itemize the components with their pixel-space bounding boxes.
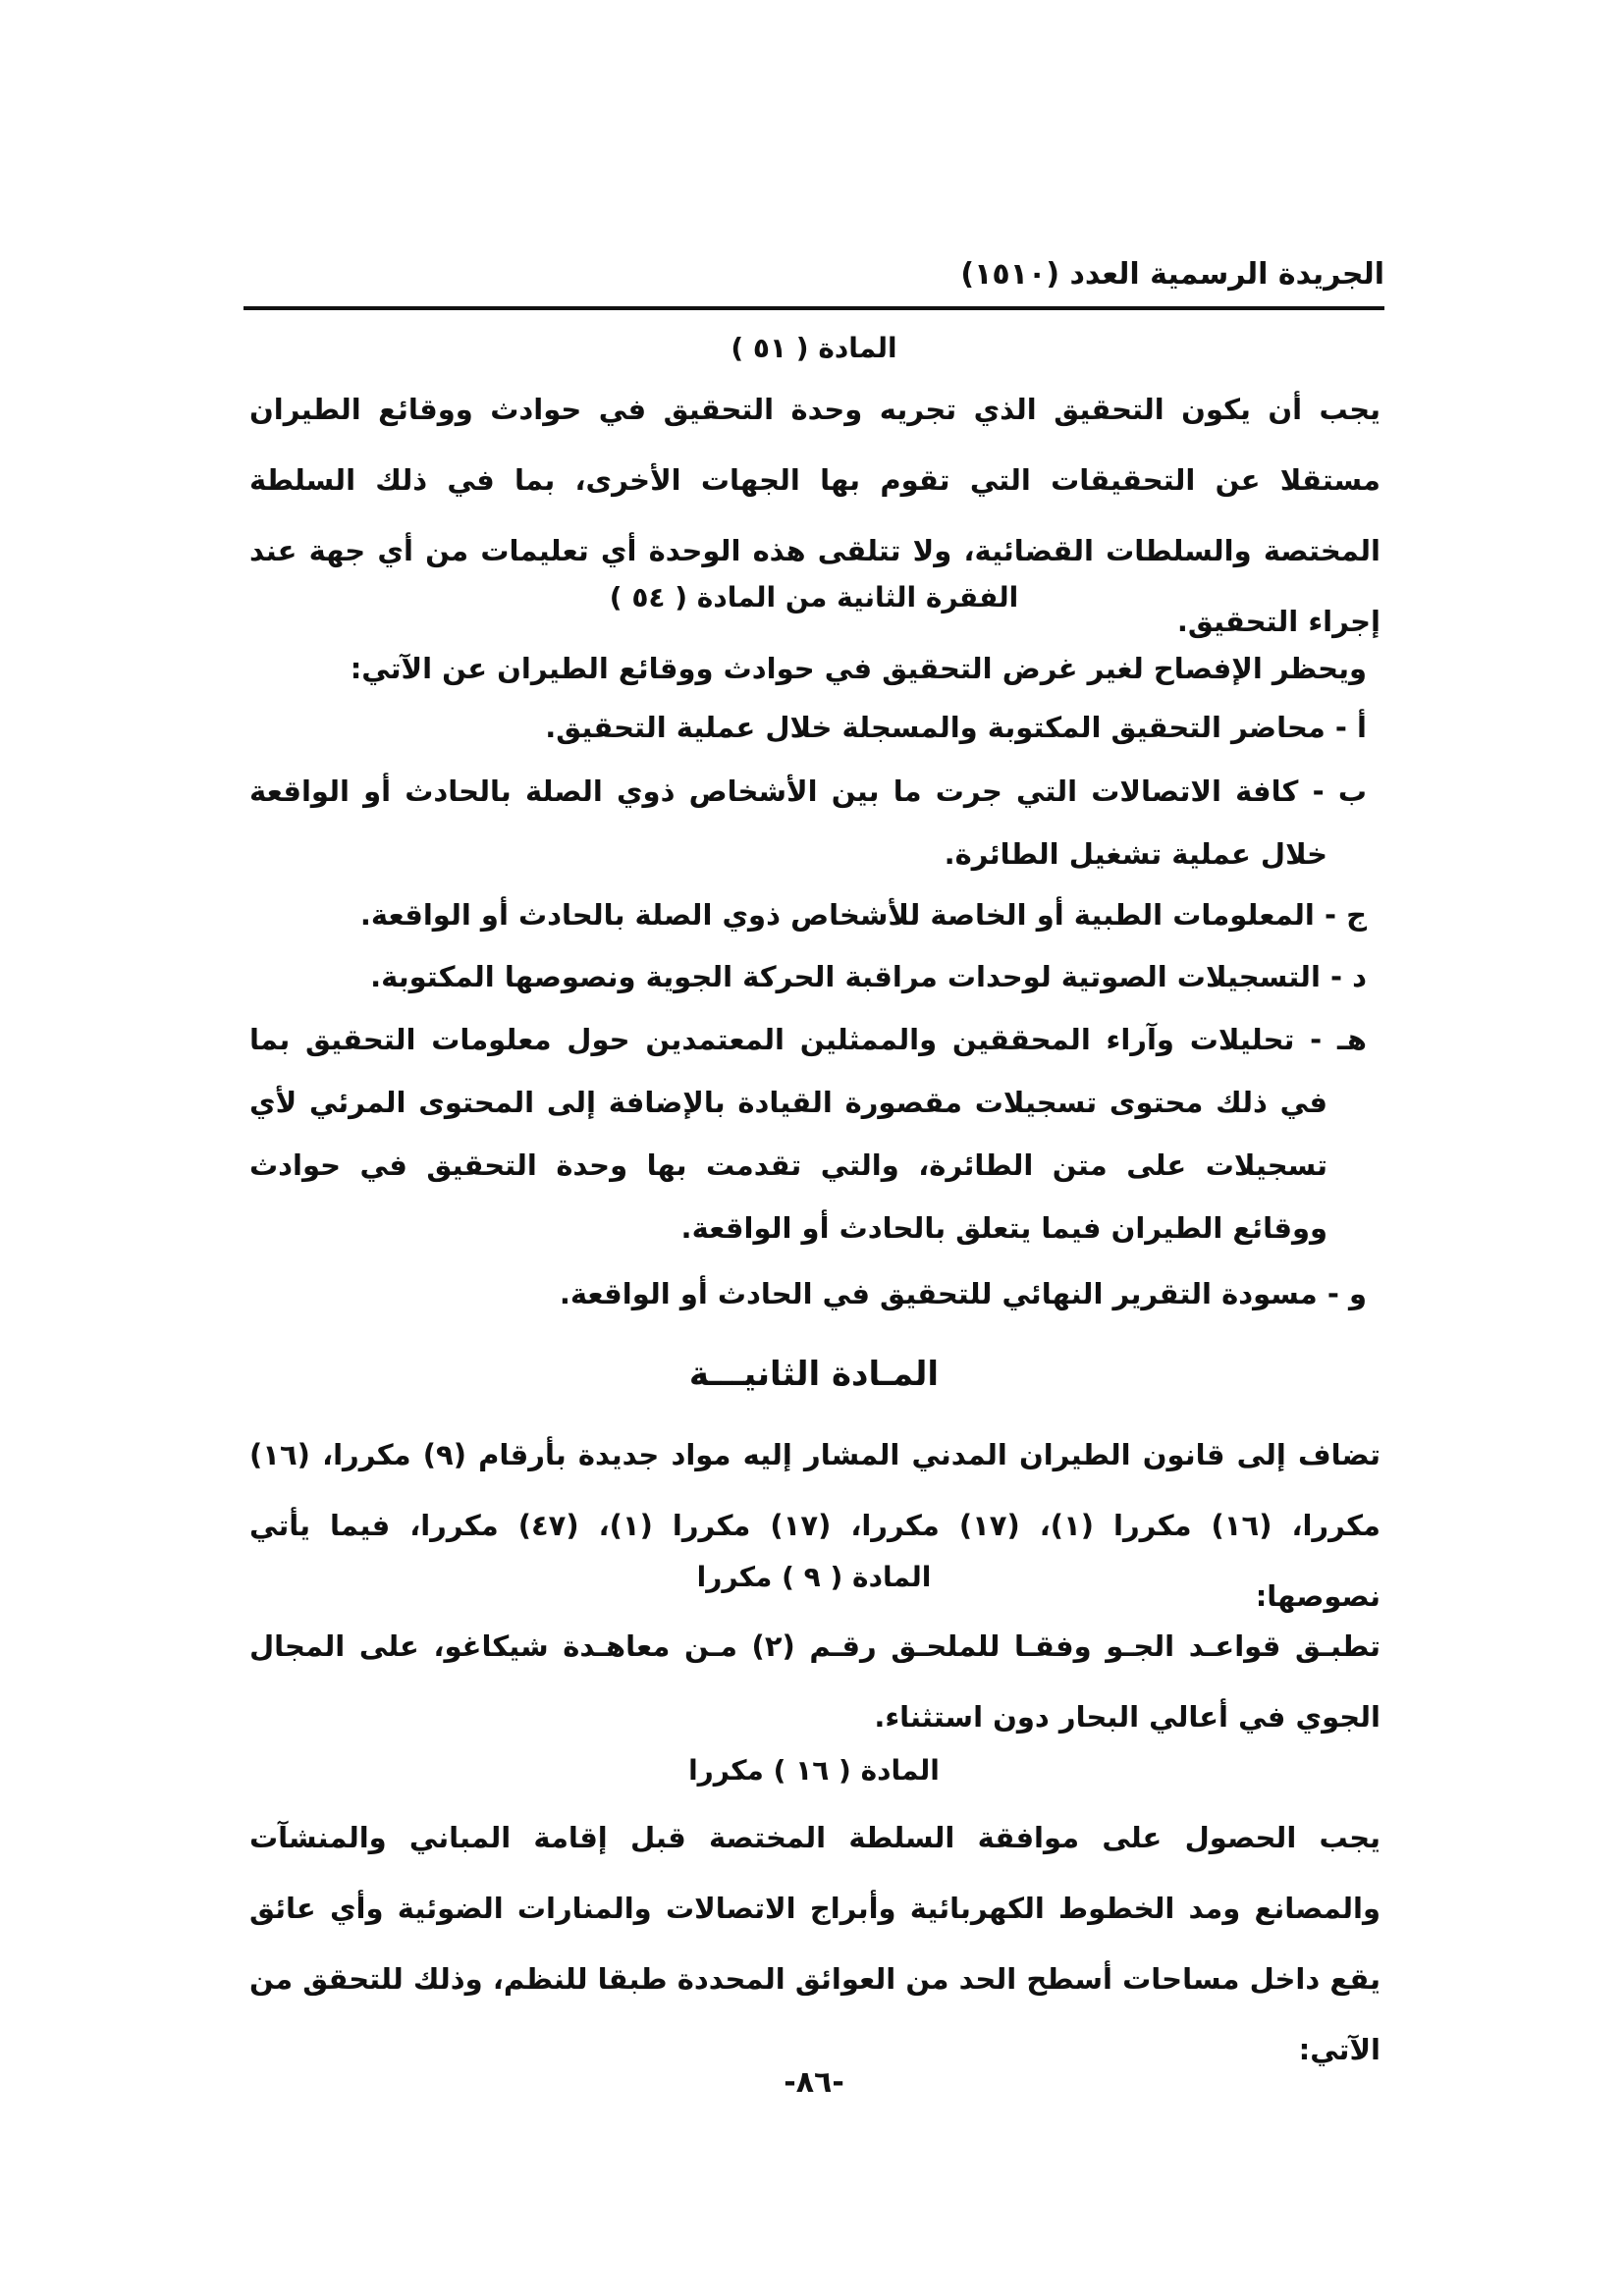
list-item-f: و - مسودة التقرير النهائي للتحقيق في الحادث أو الواقعة. — [559, 1277, 1367, 1310]
article-54-intro: ويحظر الإفصاح لغير غرض التحقيق في حوادث ووقائع الطيران عن الآتي: — [350, 652, 1367, 685]
list-item-b: ب - كافة الاتصالات التي جرت ما بين الأشخاص ذوي الصلة بالحادث أو الواقعة خلال عملية تشغيل الطائرة. — [249, 774, 1367, 871]
list-item-d: د - التسجيلات الصوتية لوحدات مراقبة الحركة الجوية ونصوصها المكتوبة. — [370, 960, 1367, 993]
article-16-heading: المادة ( ١٦ ) مكررا — [688, 1754, 940, 1787]
article-16-text: يجب الحصول على موافقة السلطة المختصة قبل إقامة المباني والمنشآت والمصانع ومد الخطوط الكهربائية وأبراج الاتصالات والمنارات الضوئية وأي عائق يقع داخل مساحات أسطح الحد من العوائق المحددة طبقا للنظم، وذلك للتحقق من الآتي: — [249, 1821, 1380, 2066]
page-number: -٨٦- — [784, 2065, 844, 2100]
list-item-a: أ - محاضر التحقيق المكتوبة والمسجلة خلال عملية التحقيق. — [545, 711, 1367, 744]
header-divider — [244, 306, 1384, 310]
second-article-heading: المـادة الثانيـــة — [688, 1355, 940, 1394]
article-51-text: يجب أن يكون التحقيق الذي تجريه وحدة التحقيق في حوادث ووقائع الطيران مستقلا عن التحقيقات التي تقوم بها الجهات الأخرى، بما في ذلك السلطة المختصة والسلطات القضائية، ولا تتلقى هذه الوحدة أي تعليمات من أي جهة عند إجراء التحقيق. — [249, 393, 1380, 638]
article-9-heading: المادة ( ٩ ) مكررا — [696, 1561, 932, 1593]
list-item-c: ج - المعلومات الطبية أو الخاصة للأشخاص ذوي الصلة بالحادث أو الواقعة. — [359, 898, 1367, 932]
list-item-e: هـ - تحليلات وآراء المحققين والممثلين المعتمدين حول معلومات التحقيق بما في ذلك محتوى تسجيلات مقصورة القيادة بالإضافة إلى المحتوى المرئي لأي تسجيلات على متن الطائرة، والتي تقدمت بها وحدة التحقيق في حوادث ووقائع الطيران فيما يتعلق بالحادث أو الواقعة. — [249, 1023, 1367, 1245]
second-article-text: تضاف إلى قانون الطيران المدني المشار إليه مواد جديدة بأرقام (٩) مكررا، (١٦) مكررا، (١٦) مكررا (١)، (١٧) مكررا، (١٧) مكررا (١)، (٤٧) مكررا، فيما يأتي نصوصها: — [249, 1438, 1380, 1613]
gazette-title: الجريدة الرسمية العدد (١٥١٠) — [960, 257, 1384, 292]
gazette-header — [250, 257, 1384, 304]
article-54-heading: الفقرة الثانية من المادة ( ٥٤ ) — [609, 581, 1019, 614]
article-51-heading: المادة ( ٥١ ) — [731, 332, 897, 364]
article-9-text: تطبـق قواعـد الجـو وفقـا للملحـق رقـم (٢) مـن معاهـدة شيكاغو، على المجال الجوي في أعالي البحار دون استثناء. — [249, 1629, 1380, 1734]
